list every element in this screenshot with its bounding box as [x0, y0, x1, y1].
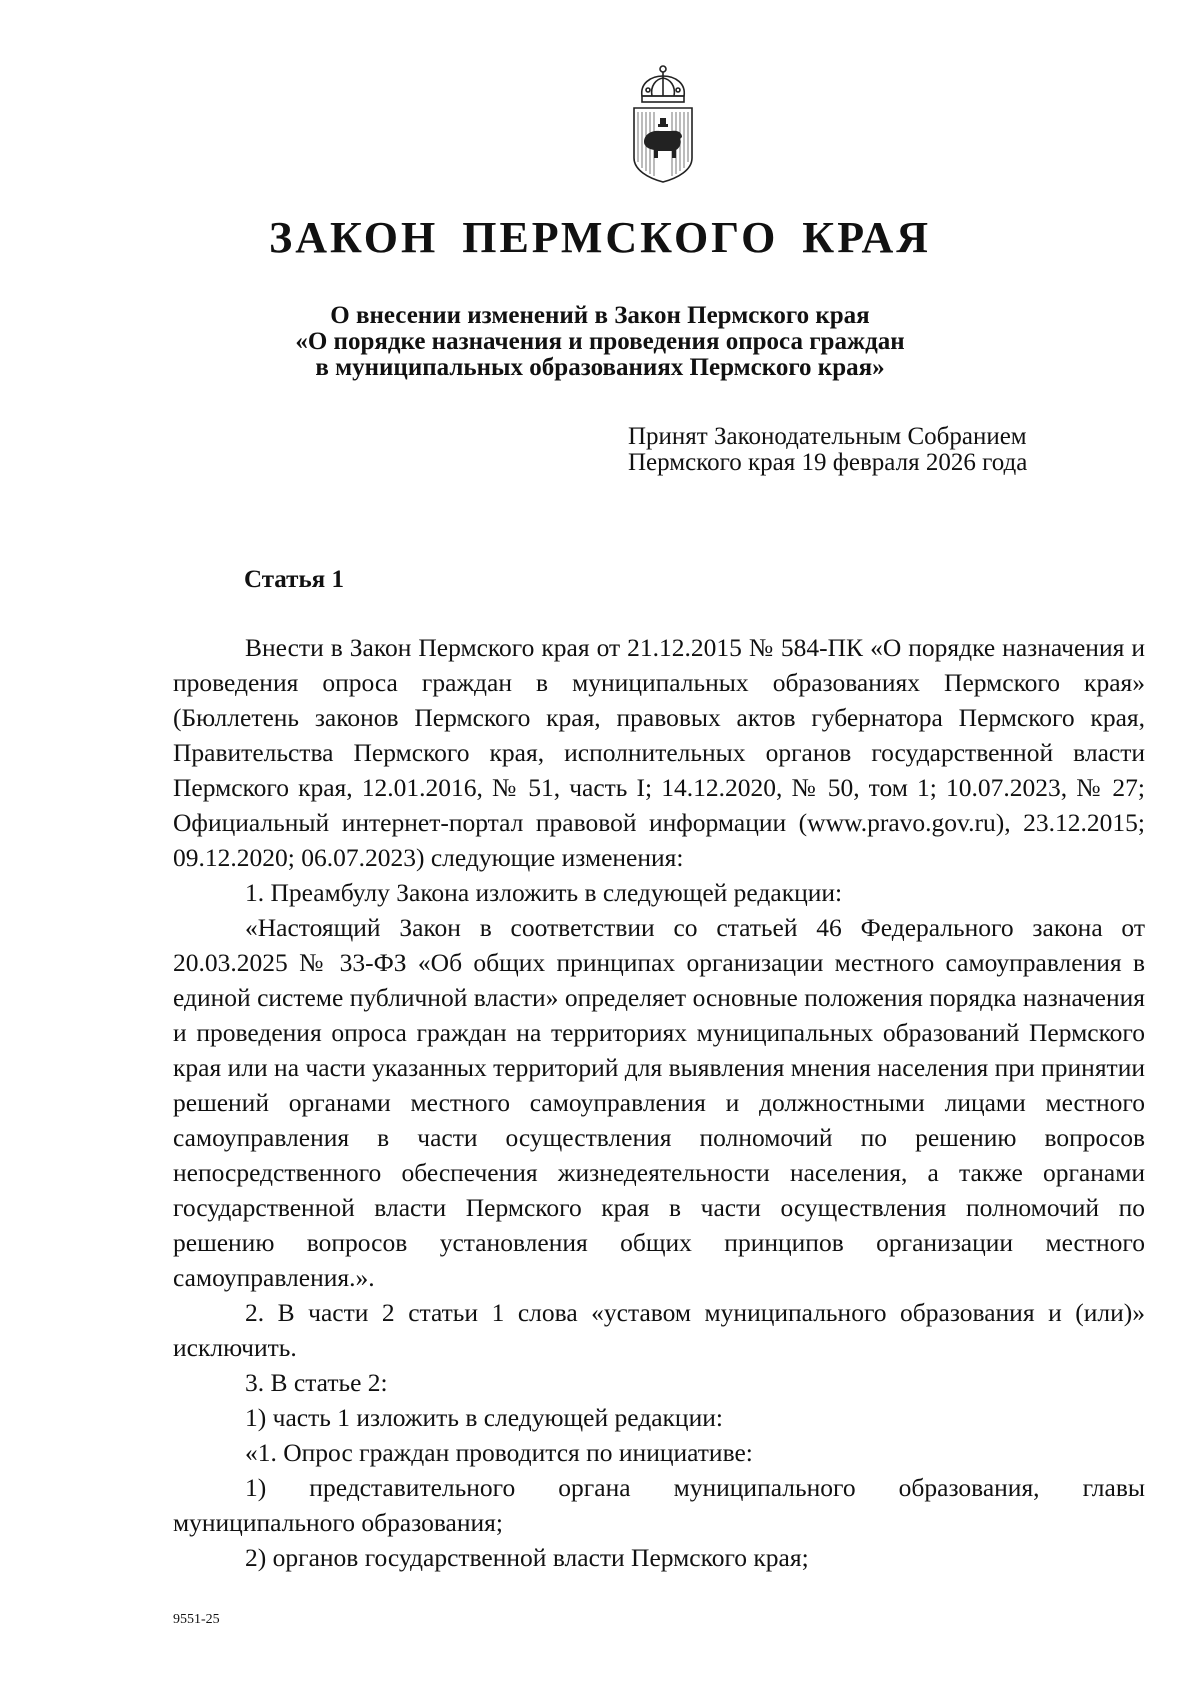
paragraph: 1. Преамбулу Закона изложить в следующей редакции: [245, 878, 843, 907]
document-number: 9551-25 [173, 1612, 220, 1627]
paragraph: «Настоящий Закон в соответствии со статьей 46 Федерального закона от 20.03.2025 № 33-ФЗ «Об общих принципах организации местного самоуправления в единой системе публичной власти» определяет основные положения порядка назначения и проведения опроса граждан на территориях муниципальных образований Пермского края или на части указанных территорий для выявления мнения населения при принятии решений органами местного самоуправления и должностными лицами местного самоуправления в части осуществления полномочий по решению вопросов непосредственного обеспечения жизнедеятельности населения, а также органами государственной власти Пермского края в части осуществления полномочий по решению вопросов установления общих принципов организации местного самоуправления.». [173, 913, 1145, 1292]
adoption-line: Пермского края 19 февраля 2026 года [628, 449, 1028, 476]
law-subtitle [0, 303, 1200, 381]
paragraph: 2) органов государственной власти Пермского края; [245, 1543, 809, 1572]
adoption-note [628, 424, 1027, 476]
paragraph: Внести в Закон Пермского края от 21.12.2015 № 584-ПК «О порядке назначения и проведения опроса граждан в муниципальных образованиях Пермского края» (Бюллетень законов Пермского края, правовых актов губернатора Пермского края, Правительства Пермского края, исполнительных органов государственной власти Пермского края, 12.01.2016, № 51, часть I; 14.12.2020, № 50, том 1; 10.07.2023, № 27; Официальный интернет-портал правовой информации (www.pravo.gov.ru), 23.12.2015; 09.12.2020; 06.07.2023) следующие изменения: [173, 633, 1145, 872]
adoption-line: Принят Законодательным Собранием [628, 423, 1027, 450]
subtitle-line: О внесении изменений в Закон Пермского края [330, 302, 870, 329]
subtitle-line: в муниципальных образованиях Пермского края» [315, 354, 885, 381]
article-body [173, 630, 1145, 1575]
paragraph: «1. Опрос граждан проводится по инициативе: [245, 1438, 753, 1467]
coat-of-arms-icon [630, 62, 696, 186]
paragraph: 2. В части 2 статьи 1 слова «уставом муниципального образования и (или)» исключить. [173, 1298, 1145, 1362]
law-title: ЗАКОН ПЕРМСКОГО КРАЯ [268, 213, 932, 262]
paragraph: 1) часть 1 изложить в следующей редакции: [245, 1403, 723, 1432]
article-heading: Статья 1 [244, 566, 344, 593]
paragraph: 3. В статье 2: [245, 1368, 388, 1397]
subtitle-line: «О порядке назначения и проведения опроса граждан [295, 328, 905, 355]
paragraph: 1) представительного органа муниципального образования, главы муниципального образования; [173, 1473, 1145, 1537]
